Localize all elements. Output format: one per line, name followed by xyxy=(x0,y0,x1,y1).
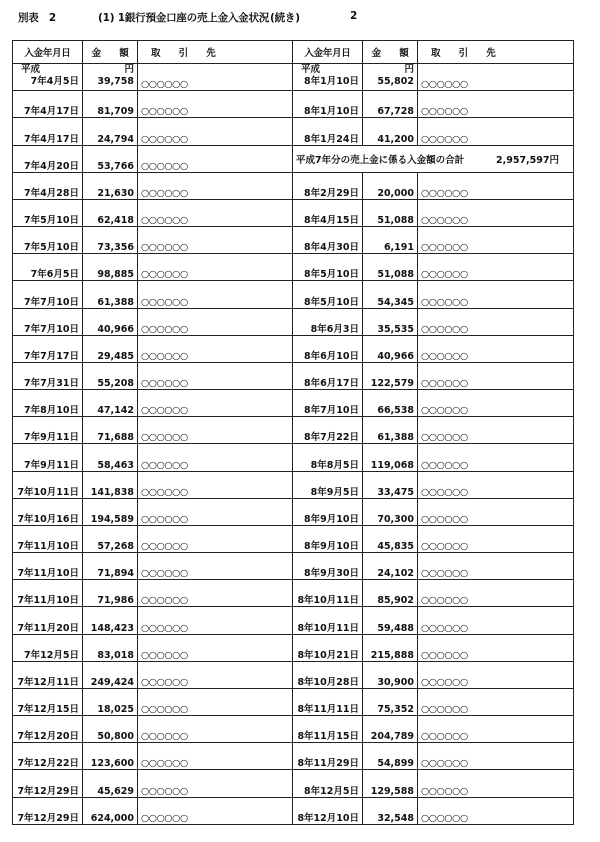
deposit-amount: 18,025 xyxy=(83,688,138,715)
counterparty: ○○○○○○ xyxy=(138,553,293,580)
deposit-amount: 50,800 xyxy=(83,716,138,743)
table-row xyxy=(13,390,574,417)
deposit-date: 7年12月22日 xyxy=(13,743,83,770)
deposit-amount: 73,356 xyxy=(83,227,138,254)
deposit-amount: 624,000 xyxy=(83,797,138,824)
col-header-amount-2: 金 額 xyxy=(363,41,418,64)
table-row xyxy=(13,308,574,335)
counterparty: ○○○○○○ xyxy=(418,716,574,743)
deposit-date: 7年12月29日 xyxy=(13,797,83,824)
deposit-date: 7年11月10日 xyxy=(13,525,83,552)
col-header-amount: 金 額 xyxy=(83,41,138,64)
deposit-date: 7年11月10日 xyxy=(13,580,83,607)
table-row xyxy=(13,417,574,444)
deposit-date: 7年5月10日 xyxy=(13,199,83,226)
deposit-amount: 71,894 xyxy=(83,553,138,580)
col-header-date-2: 入金年月日 xyxy=(293,41,363,64)
deposit-amount: 40,966 xyxy=(83,308,138,335)
deposit-amount: 61,388 xyxy=(363,417,418,444)
deposit-date: 7年11月10日 xyxy=(13,553,83,580)
deposit-amount: 61,388 xyxy=(83,281,138,308)
deposit-amount: 20,000 xyxy=(363,172,418,199)
deposit-date: 8年11月29日 xyxy=(293,743,363,770)
deposit-amount: 204,789 xyxy=(363,716,418,743)
counterparty: ○○○○○○ xyxy=(138,390,293,417)
counterparty: ○○○○○○ xyxy=(418,553,574,580)
deposit-amount: 33,475 xyxy=(363,471,418,498)
counterparty: ○○○○○○ xyxy=(138,688,293,715)
table-row xyxy=(13,91,574,118)
deposit-date: 7年4月17日 xyxy=(13,91,83,118)
counterparty: ○○○○○○ xyxy=(418,770,574,797)
deposit-amount: 53,766 xyxy=(83,145,138,172)
deposit-amount: 51,088 xyxy=(363,254,418,281)
counterparty: ○○○○○○ xyxy=(138,227,293,254)
deposit-amount: 215,888 xyxy=(363,634,418,661)
counterparty: ○○○○○○ xyxy=(138,607,293,634)
table-row xyxy=(13,145,574,172)
counterparty: ○○○○○○ xyxy=(138,634,293,661)
amount-value: 39,758 xyxy=(97,76,134,87)
table-row xyxy=(13,254,574,281)
counterparty: ○○○○○○ xyxy=(418,227,574,254)
yen-unit-label: 円 xyxy=(404,64,414,75)
counterparty: ○○○○○○ xyxy=(138,145,293,172)
deposit-amount: 21,630 xyxy=(83,172,138,199)
deposit-amount: 29,485 xyxy=(83,335,138,362)
deposit-date: 8年5月10日 xyxy=(293,281,363,308)
annual-total-label: 平成7年分の売上金に係る入金額の合計 xyxy=(296,154,465,166)
deposit-amount: 24,794 xyxy=(83,118,138,145)
counterparty: ○○○○○○ xyxy=(418,417,574,444)
counterparty: ○○○○○○ xyxy=(138,580,293,607)
counterparty: ○○○○○○ xyxy=(418,607,574,634)
deposit-date: 7年10月11日 xyxy=(13,471,83,498)
deposit-date: 7年5月10日 xyxy=(13,227,83,254)
counterparty: ○○○○○○ xyxy=(138,308,293,335)
counterparty: ○○○○○○ xyxy=(138,444,293,471)
deposit-amount: 30,900 xyxy=(363,661,418,688)
deposit-date: 8年6月3日 xyxy=(293,308,363,335)
deposit-amount xyxy=(363,64,418,91)
table-row xyxy=(13,227,574,254)
deposit-date: 7年7月17日 xyxy=(13,335,83,362)
counterparty: ○○○○○○ xyxy=(418,91,574,118)
deposit-amount: 85,902 xyxy=(363,580,418,607)
counterparty: ○○○○○○ xyxy=(418,308,574,335)
counterparty: ○○○○○○ xyxy=(418,118,574,145)
deposit-date: 7年12月15日 xyxy=(13,688,83,715)
counterparty: ○○○○○○ xyxy=(138,172,293,199)
table-row xyxy=(13,471,574,498)
table-row xyxy=(13,716,574,743)
deposit-date: 7年6月5日 xyxy=(13,254,83,281)
deposit-amount: 45,629 xyxy=(83,770,138,797)
deposit-date: 8年6月10日 xyxy=(293,335,363,362)
deposit-date: 8年12月10日 xyxy=(293,797,363,824)
deposit-date: 8年9月10日 xyxy=(293,525,363,552)
counterparty: ○○○○○○ xyxy=(138,743,293,770)
col-header-date: 入金年月日 xyxy=(13,41,83,64)
deposit-date: 8年4月15日 xyxy=(293,199,363,226)
deposit-date: 7年12月11日 xyxy=(13,661,83,688)
deposit-amount: 71,986 xyxy=(83,580,138,607)
era-label: 平成 xyxy=(301,64,321,75)
deposit-date: 7年12月20日 xyxy=(13,716,83,743)
deposit-amount: 47,142 xyxy=(83,390,138,417)
deposit-date: 7年7月10日 xyxy=(13,308,83,335)
counterparty: ○○○○○○ xyxy=(138,281,293,308)
table-row xyxy=(13,118,574,145)
counterparty: ○○○○○○ xyxy=(138,525,293,552)
table-row xyxy=(13,634,574,661)
page-number: 2 xyxy=(350,10,358,22)
deposit-amount: 194,589 xyxy=(83,498,138,525)
deposit-amount: 58,463 xyxy=(83,444,138,471)
deposit-date: 7年4月20日 xyxy=(13,145,83,172)
counterparty: ○○○○○○ xyxy=(138,498,293,525)
counterparty: ○○○○○○ xyxy=(418,362,574,389)
date-value: 8年1月10日 xyxy=(304,76,359,87)
counterparty: ○○○○○○ xyxy=(418,525,574,552)
counterparty: ○○○○○○ xyxy=(418,498,574,525)
deposit-date: 7年12月29日 xyxy=(13,770,83,797)
deposit-date: 8年10月11日 xyxy=(293,607,363,634)
deposit-date xyxy=(13,64,83,91)
appendix-label: 別表 2 xyxy=(18,12,57,24)
deposit-amount: 57,268 xyxy=(83,525,138,552)
col-header-party-2: 取 引 先 xyxy=(418,41,574,64)
deposit-date: 8年9月5日 xyxy=(293,471,363,498)
counterparty: ○○○○○○ xyxy=(418,335,574,362)
deposit-date: 8年1月24日 xyxy=(293,118,363,145)
deposit-date: 8年7月22日 xyxy=(293,417,363,444)
table-row xyxy=(13,688,574,715)
counterparty: ○○○○○○ xyxy=(418,471,574,498)
deposit-amount: 54,345 xyxy=(363,281,418,308)
deposit-date: 7年11月20日 xyxy=(13,607,83,634)
table-row xyxy=(13,281,574,308)
deposit-date: 8年9月10日 xyxy=(293,498,363,525)
counterparty: ○○○○○○ xyxy=(138,199,293,226)
table-row xyxy=(13,444,574,471)
deposit-date: 7年10月16日 xyxy=(13,498,83,525)
table-row xyxy=(13,743,574,770)
counterparty: ○○○○○○ xyxy=(418,390,574,417)
deposit-date: 7年4月28日 xyxy=(13,172,83,199)
amount-value: 55,802 xyxy=(377,76,414,87)
deposit-amount: 41,200 xyxy=(363,118,418,145)
deposit-amount: 24,102 xyxy=(363,553,418,580)
table-row xyxy=(13,172,574,199)
table-row xyxy=(13,525,574,552)
deposit-date: 8年11月15日 xyxy=(293,716,363,743)
deposit-date: 7年4月17日 xyxy=(13,118,83,145)
counterparty: ○○○○○○ xyxy=(418,661,574,688)
counterparty: ○○○○○○ xyxy=(138,91,293,118)
deposit-amount: 122,579 xyxy=(363,362,418,389)
deposit-amount: 71,688 xyxy=(83,417,138,444)
deposit-date: 8年8月5日 xyxy=(293,444,363,471)
col-header-party: 取 引 先 xyxy=(138,41,293,64)
table-row xyxy=(13,797,574,824)
deposit-amount: 32,548 xyxy=(363,797,418,824)
deposit-amount: 51,088 xyxy=(363,199,418,226)
deposit-date: 8年10月11日 xyxy=(293,580,363,607)
deposit-amount: 54,899 xyxy=(363,743,418,770)
deposit-amount: 70,300 xyxy=(363,498,418,525)
table-row xyxy=(13,607,574,634)
deposit-date: 8年5月10日 xyxy=(293,254,363,281)
annual-total-summary xyxy=(293,145,574,172)
table-row xyxy=(13,362,574,389)
deposit-date: 8年1月10日 xyxy=(293,91,363,118)
deposit-amount: 62,418 xyxy=(83,199,138,226)
table-row xyxy=(13,199,574,226)
deposit-amount: 129,588 xyxy=(363,770,418,797)
deposit-amount: 59,488 xyxy=(363,607,418,634)
table-row xyxy=(13,64,574,91)
deposit-date: 8年10月21日 xyxy=(293,634,363,661)
deposit-date: 7年7月31日 xyxy=(13,362,83,389)
counterparty: ○○○○○○ xyxy=(418,64,574,91)
deposit-date: 7年9月11日 xyxy=(13,417,83,444)
counterparty: ○○○○○○ xyxy=(138,661,293,688)
deposit-amount: 6,191 xyxy=(363,227,418,254)
deposit-date: 8年6月17日 xyxy=(293,362,363,389)
deposit-amount: 81,709 xyxy=(83,91,138,118)
document-heading xyxy=(18,10,357,25)
deposit-amount: 141,838 xyxy=(83,471,138,498)
deposit-amount: 83,018 xyxy=(83,634,138,661)
deposit-date xyxy=(293,64,363,91)
table-row xyxy=(13,498,574,525)
deposit-date: 8年11月11日 xyxy=(293,688,363,715)
deposit-amount: 249,424 xyxy=(83,661,138,688)
deposit-ledger-table xyxy=(12,40,574,825)
deposit-amount: 67,728 xyxy=(363,91,418,118)
deposit-date: 7年7月10日 xyxy=(13,281,83,308)
counterparty: ○○○○○○ xyxy=(418,580,574,607)
deposit-date: 8年4月30日 xyxy=(293,227,363,254)
counterparty: ○○○○○○ xyxy=(138,716,293,743)
deposit-amount: 148,423 xyxy=(83,607,138,634)
deposit-date: 8年10月28日 xyxy=(293,661,363,688)
deposit-amount: 40,966 xyxy=(363,335,418,362)
date-value: 7年4月5日 xyxy=(30,76,79,87)
annual-total-value: 2,957,597円 xyxy=(496,154,559,166)
ledger-body xyxy=(13,64,574,825)
counterparty: ○○○○○○ xyxy=(418,743,574,770)
counterparty: ○○○○○○ xyxy=(138,118,293,145)
deposit-date: 8年2月29日 xyxy=(293,172,363,199)
counterparty: ○○○○○○ xyxy=(418,444,574,471)
table-row xyxy=(13,335,574,362)
deposit-date: 7年9月11日 xyxy=(13,444,83,471)
deposit-date: 7年12月5日 xyxy=(13,634,83,661)
table-row xyxy=(13,770,574,797)
counterparty: ○○○○○○ xyxy=(138,471,293,498)
deposit-date: 8年9月30日 xyxy=(293,553,363,580)
deposit-date: 8年12月5日 xyxy=(293,770,363,797)
counterparty: ○○○○○○ xyxy=(138,770,293,797)
counterparty: ○○○○○○ xyxy=(418,688,574,715)
table-row xyxy=(13,661,574,688)
deposit-amount: 75,352 xyxy=(363,688,418,715)
deposit-amount: 55,208 xyxy=(83,362,138,389)
table-title: (1) 1銀行預金口座の売上金入金状況 xyxy=(98,12,270,24)
deposit-amount: 45,835 xyxy=(363,525,418,552)
counterparty: ○○○○○○ xyxy=(138,417,293,444)
yen-unit-label: 円 xyxy=(124,64,134,75)
counterparty: ○○○○○○ xyxy=(418,797,574,824)
table-row xyxy=(13,553,574,580)
era-label: 平成 xyxy=(21,64,41,75)
counterparty: ○○○○○○ xyxy=(418,172,574,199)
counterparty: ○○○○○○ xyxy=(138,254,293,281)
counterparty: ○○○○○○ xyxy=(418,634,574,661)
deposit-amount: 98,885 xyxy=(83,254,138,281)
deposit-amount: 35,535 xyxy=(363,308,418,335)
counterparty: ○○○○○○ xyxy=(418,199,574,226)
counterparty: ○○○○○○ xyxy=(138,335,293,362)
header-row xyxy=(13,41,574,64)
deposit-amount: 66,538 xyxy=(363,390,418,417)
deposit-date: 7年8月10日 xyxy=(13,390,83,417)
counterparty: ○○○○○○ xyxy=(138,362,293,389)
counterparty: ○○○○○○ xyxy=(138,64,293,91)
deposit-date: 8年7月10日 xyxy=(293,390,363,417)
counterparty: ○○○○○○ xyxy=(138,797,293,824)
deposit-amount xyxy=(83,64,138,91)
counterparty: ○○○○○○ xyxy=(418,254,574,281)
continued-label: (続き) xyxy=(270,12,300,24)
table-row xyxy=(13,580,574,607)
deposit-amount: 123,600 xyxy=(83,743,138,770)
counterparty: ○○○○○○ xyxy=(418,281,574,308)
deposit-amount: 119,068 xyxy=(363,444,418,471)
